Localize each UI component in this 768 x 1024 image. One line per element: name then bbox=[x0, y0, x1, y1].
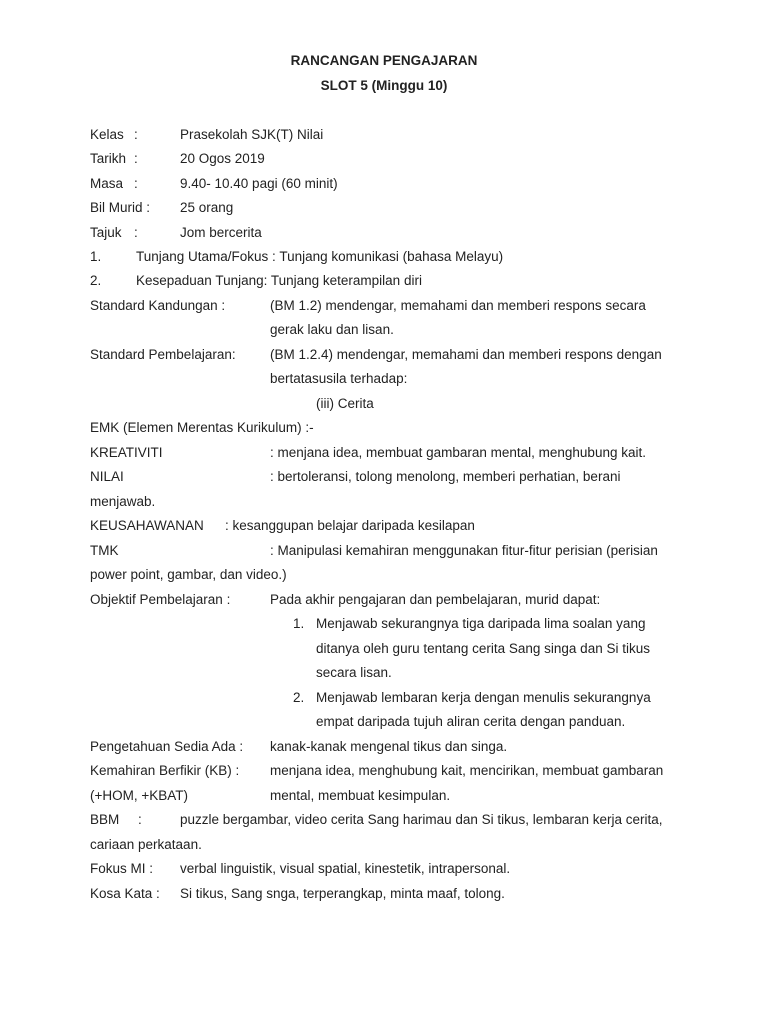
page-title: RANCANGAN PENGAJARAN bbox=[290, 53, 478, 68]
objektif-1-line3: secara lisan. bbox=[316, 665, 392, 680]
bbm-label: BBM : bbox=[90, 812, 142, 827]
kosa-kata-label: Kosa Kata : bbox=[90, 886, 160, 901]
keusahawanan-value: : kesanggupan belajar daripada kesilapan bbox=[225, 518, 475, 533]
kb-line2: mental, membuat kesimpulan. bbox=[270, 788, 451, 803]
objektif-1-num: 1. bbox=[293, 616, 305, 631]
bil-murid-value: 25 orang bbox=[180, 200, 234, 215]
objektif-2-num: 2. bbox=[293, 690, 305, 705]
bil-murid-label: Bil Murid : bbox=[90, 200, 151, 215]
tarikh-colon: : bbox=[134, 151, 138, 166]
page-subtitle: SLOT 5 (Minggu 10) bbox=[320, 78, 448, 93]
tarikh-label: Tarikh bbox=[90, 151, 127, 166]
masa-value: 9.40- 10.40 pagi (60 minit) bbox=[180, 176, 338, 191]
kreativiti-value: : menjana idea, membuat gambaran mental, menghubung kait. bbox=[270, 445, 646, 460]
objektif-intro: Pada akhir pengajaran dan pembelajaran, murid dapat: bbox=[270, 592, 601, 607]
standard-pembelajaran-label: Standard Pembelajaran: bbox=[90, 347, 236, 362]
fokus-mi-value: verbal linguistik, visual spatial, kinestetik, intrapersonal. bbox=[180, 861, 511, 876]
masa-label: Masa bbox=[90, 176, 124, 191]
bbm-value: puzzle bergambar, video cerita Sang harimau dan Si tikus, lembaran kerja cerita, bbox=[180, 812, 663, 827]
kb-line1: menjana idea, menghubung kait, mencirikan, membuat gambaran bbox=[270, 763, 664, 778]
objektif-1-line1: Menjawab sekurangnya tiga daripada lima soalan yang bbox=[316, 616, 646, 631]
tunjang-1-text: Tunjang Utama/Fokus : Tunjang komunikasi (bahasa Melayu) bbox=[136, 249, 504, 264]
tmk-value: : Manipulasi kemahiran menggunakan fitur-fitur perisian (perisian bbox=[270, 543, 658, 558]
kelas-label: Kelas bbox=[90, 127, 124, 142]
kb-label2: (+HOM, +KBAT) bbox=[90, 788, 189, 803]
tmk-cont: power point, gambar, dan video.) bbox=[90, 567, 287, 582]
standard-kandungan-label: Standard Kandungan : bbox=[90, 298, 226, 313]
objektif-2-line1: Menjawab lembaran kerja dengan menulis sekurangnya bbox=[316, 690, 651, 705]
tmk-label: TMK bbox=[90, 543, 119, 558]
masa-colon: : bbox=[134, 176, 138, 191]
nilai-cont: menjawab. bbox=[90, 494, 156, 509]
emk-heading: EMK (Elemen Merentas Kurikulum) :- bbox=[90, 420, 314, 435]
kb-label: Kemahiran Berfikir (KB) : bbox=[90, 763, 240, 778]
psa-value: kanak-kanak mengenal tikus dan singa. bbox=[270, 739, 508, 754]
standard-pembelajaran-line2: bertatasusila terhadap: bbox=[270, 371, 408, 386]
objektif-label: Objektif Pembelajaran : bbox=[90, 592, 231, 607]
objektif-2-line2: empat daripada tujuh aliran cerita dengan panduan. bbox=[316, 714, 626, 729]
kelas-value: Prasekolah SJK(T) Nilai bbox=[180, 127, 324, 142]
objektif-1-line2: ditanya oleh guru tentang cerita Sang singa dan Si tikus bbox=[316, 641, 650, 656]
standard-pembelajaran-line3: (iii) Cerita bbox=[316, 396, 374, 411]
kelas-colon: : bbox=[134, 127, 138, 142]
tajuk-value: Jom bercerita bbox=[180, 225, 262, 240]
keusahawanan-label: KEUSAHAWANAN bbox=[90, 518, 204, 533]
tajuk-colon: : bbox=[134, 225, 138, 240]
nilai-value: : bertoleransi, tolong menolong, memberi perhatian, berani bbox=[270, 469, 621, 484]
tajuk-label: Tajuk bbox=[90, 225, 122, 240]
standard-kandungan-line1: (BM 1.2) mendengar, memahami dan memberi respons secara bbox=[270, 298, 646, 313]
nilai-label: NILAI bbox=[90, 469, 124, 484]
psa-label: Pengetahuan Sedia Ada : bbox=[90, 739, 244, 754]
standard-kandungan-line2: gerak laku dan lisan. bbox=[270, 322, 394, 337]
fokus-mi-label: Fokus MI : bbox=[90, 861, 154, 876]
bbm-cont: cariaan perkataan. bbox=[90, 837, 202, 852]
kosa-kata-value: Si tikus, Sang snga, terperangkap, minta maaf, tolong. bbox=[180, 886, 505, 901]
tunjang-2-num: 2. bbox=[90, 273, 102, 288]
kreativiti-label: KREATIVITI bbox=[90, 445, 163, 460]
tunjang-2-text: Kesepaduan Tunjang: Tunjang keterampilan diri bbox=[136, 273, 422, 288]
tunjang-1-num: 1. bbox=[90, 249, 102, 264]
standard-pembelajaran-line1: (BM 1.2.4) mendengar, memahami dan memberi respons dengan bbox=[270, 347, 662, 362]
tarikh-value: 20 Ogos 2019 bbox=[180, 151, 265, 166]
